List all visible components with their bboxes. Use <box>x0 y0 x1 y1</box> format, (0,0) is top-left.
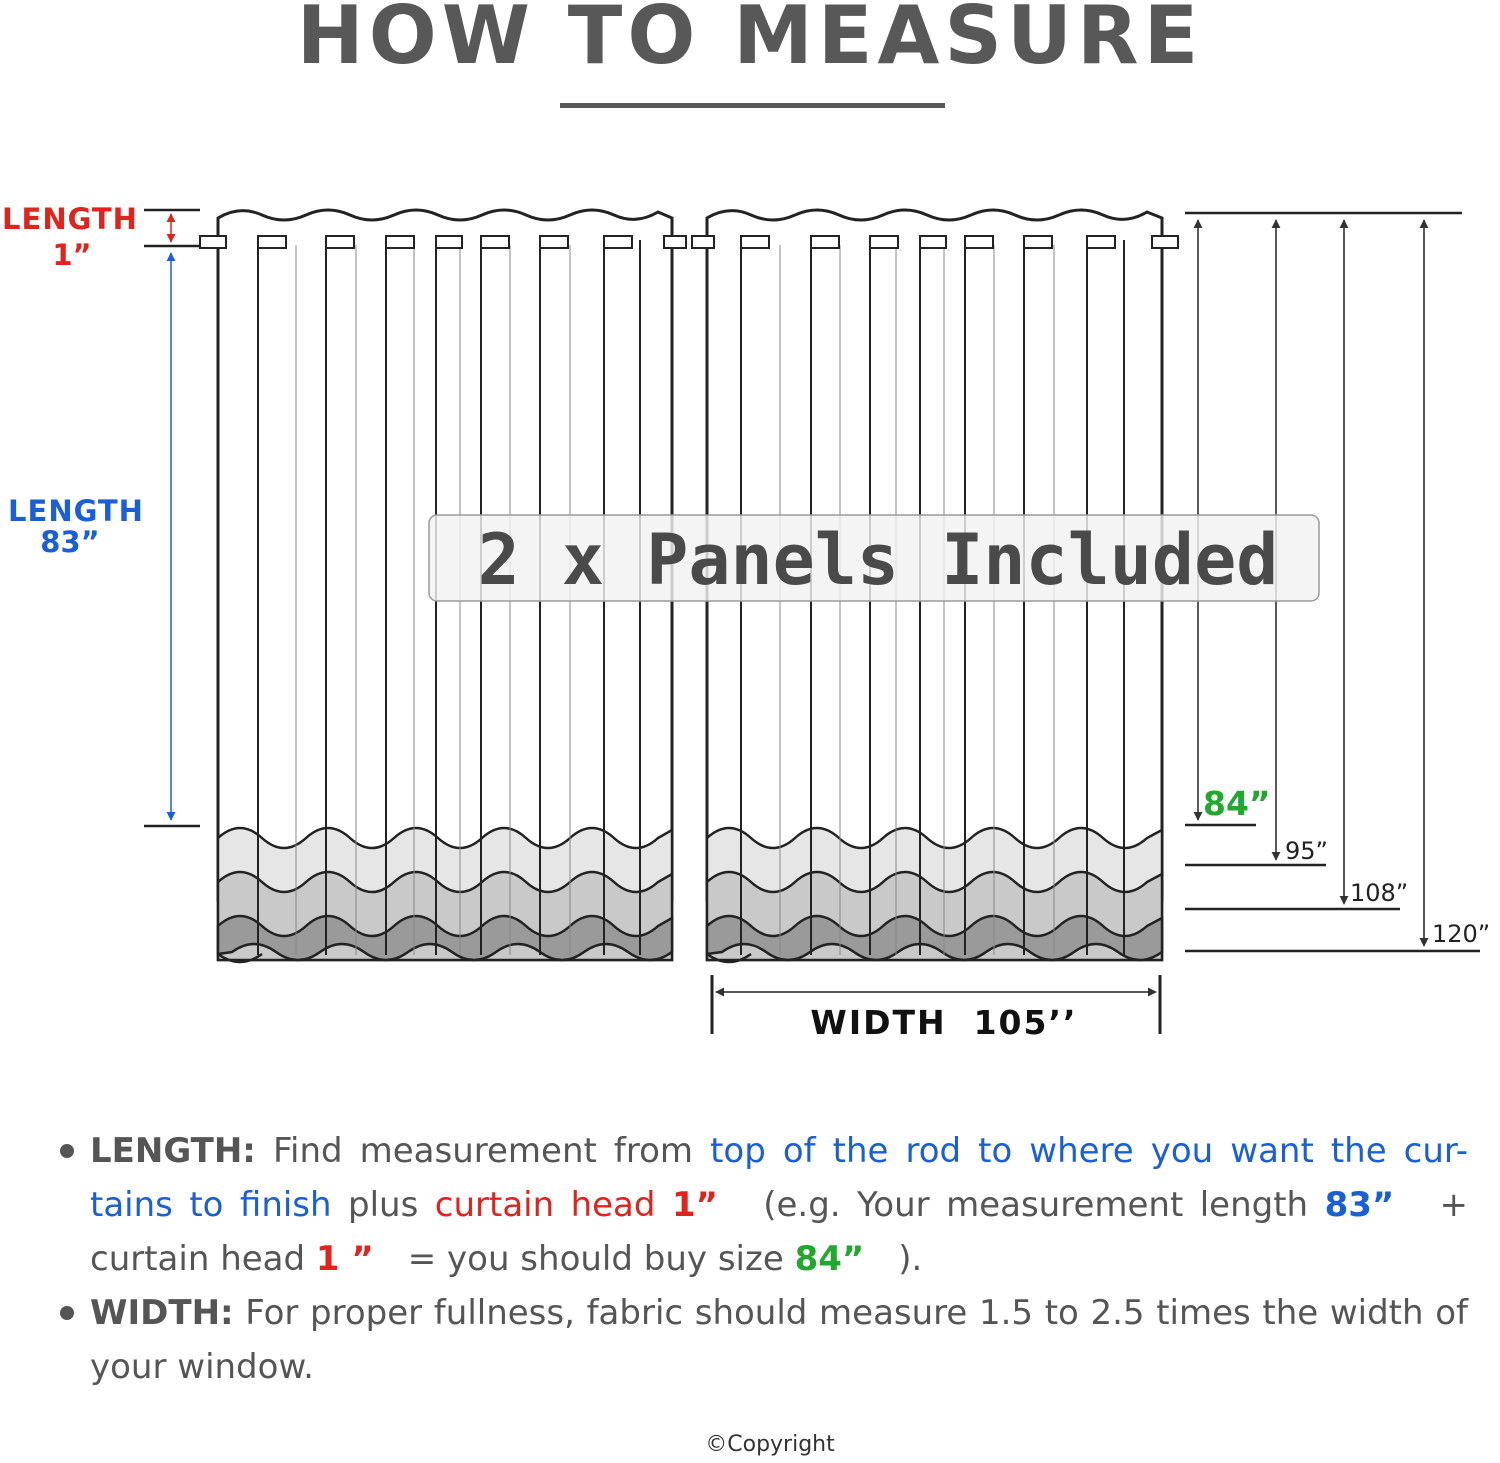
length-text-2: top of the rod to where you want the cur-tains to finish <box>90 1131 1468 1225</box>
length-text-8: + curtain head <box>90 1185 1468 1279</box>
size-label-95: 95” <box>1285 837 1328 865</box>
length-text-3: plus <box>331 1185 435 1225</box>
length-text-4: curtain head <box>434 1185 672 1225</box>
length-text-9: 1 ” <box>315 1239 374 1279</box>
length-text-11: 84” <box>794 1239 865 1279</box>
length-head-value: 1” <box>52 238 92 272</box>
length-text-7: 83” <box>1324 1185 1395 1225</box>
instructions <box>58 1124 1468 1394</box>
page-title: HOW TO MEASURE <box>296 0 1204 82</box>
curtain-rod <box>200 236 1178 248</box>
length-head-marker <box>144 210 200 246</box>
width-heading: WIDTH: <box>90 1293 234 1333</box>
size-label-84: 84” <box>1203 784 1271 823</box>
width-instruction <box>58 1286 1468 1394</box>
width-text: For proper fullness, fabric should measure 1.5 to 2.5 times the width of your window. <box>90 1293 1468 1387</box>
width-label: WIDTH 105’’ <box>810 1003 1078 1042</box>
bullet-dot-icon <box>60 1306 74 1320</box>
length-main-value: 83” <box>40 525 100 559</box>
length-main-marker <box>144 253 200 826</box>
panels-banner-text: 2 x Panels Included <box>477 519 1279 601</box>
length-text-12: ). <box>864 1239 957 1279</box>
length-instruction <box>58 1124 1468 1286</box>
bullet-dot-icon <box>60 1144 74 1158</box>
size-label-108: 108” <box>1350 879 1409 907</box>
length-text-1: Find measurement from <box>255 1131 711 1171</box>
length-text-10: = you should buy size <box>373 1239 795 1279</box>
length-head-word: LENGTH <box>2 202 138 236</box>
copyright: ©Copyright <box>705 1432 835 1457</box>
length-text-5: 1” <box>671 1185 718 1225</box>
length-heading: LENGTH: <box>90 1131 256 1171</box>
length-text-6: (e.g. Your measurement length <box>717 1185 1325 1225</box>
size-label-120: 120” <box>1432 920 1491 948</box>
length-main-word: LENGTH <box>8 494 144 528</box>
